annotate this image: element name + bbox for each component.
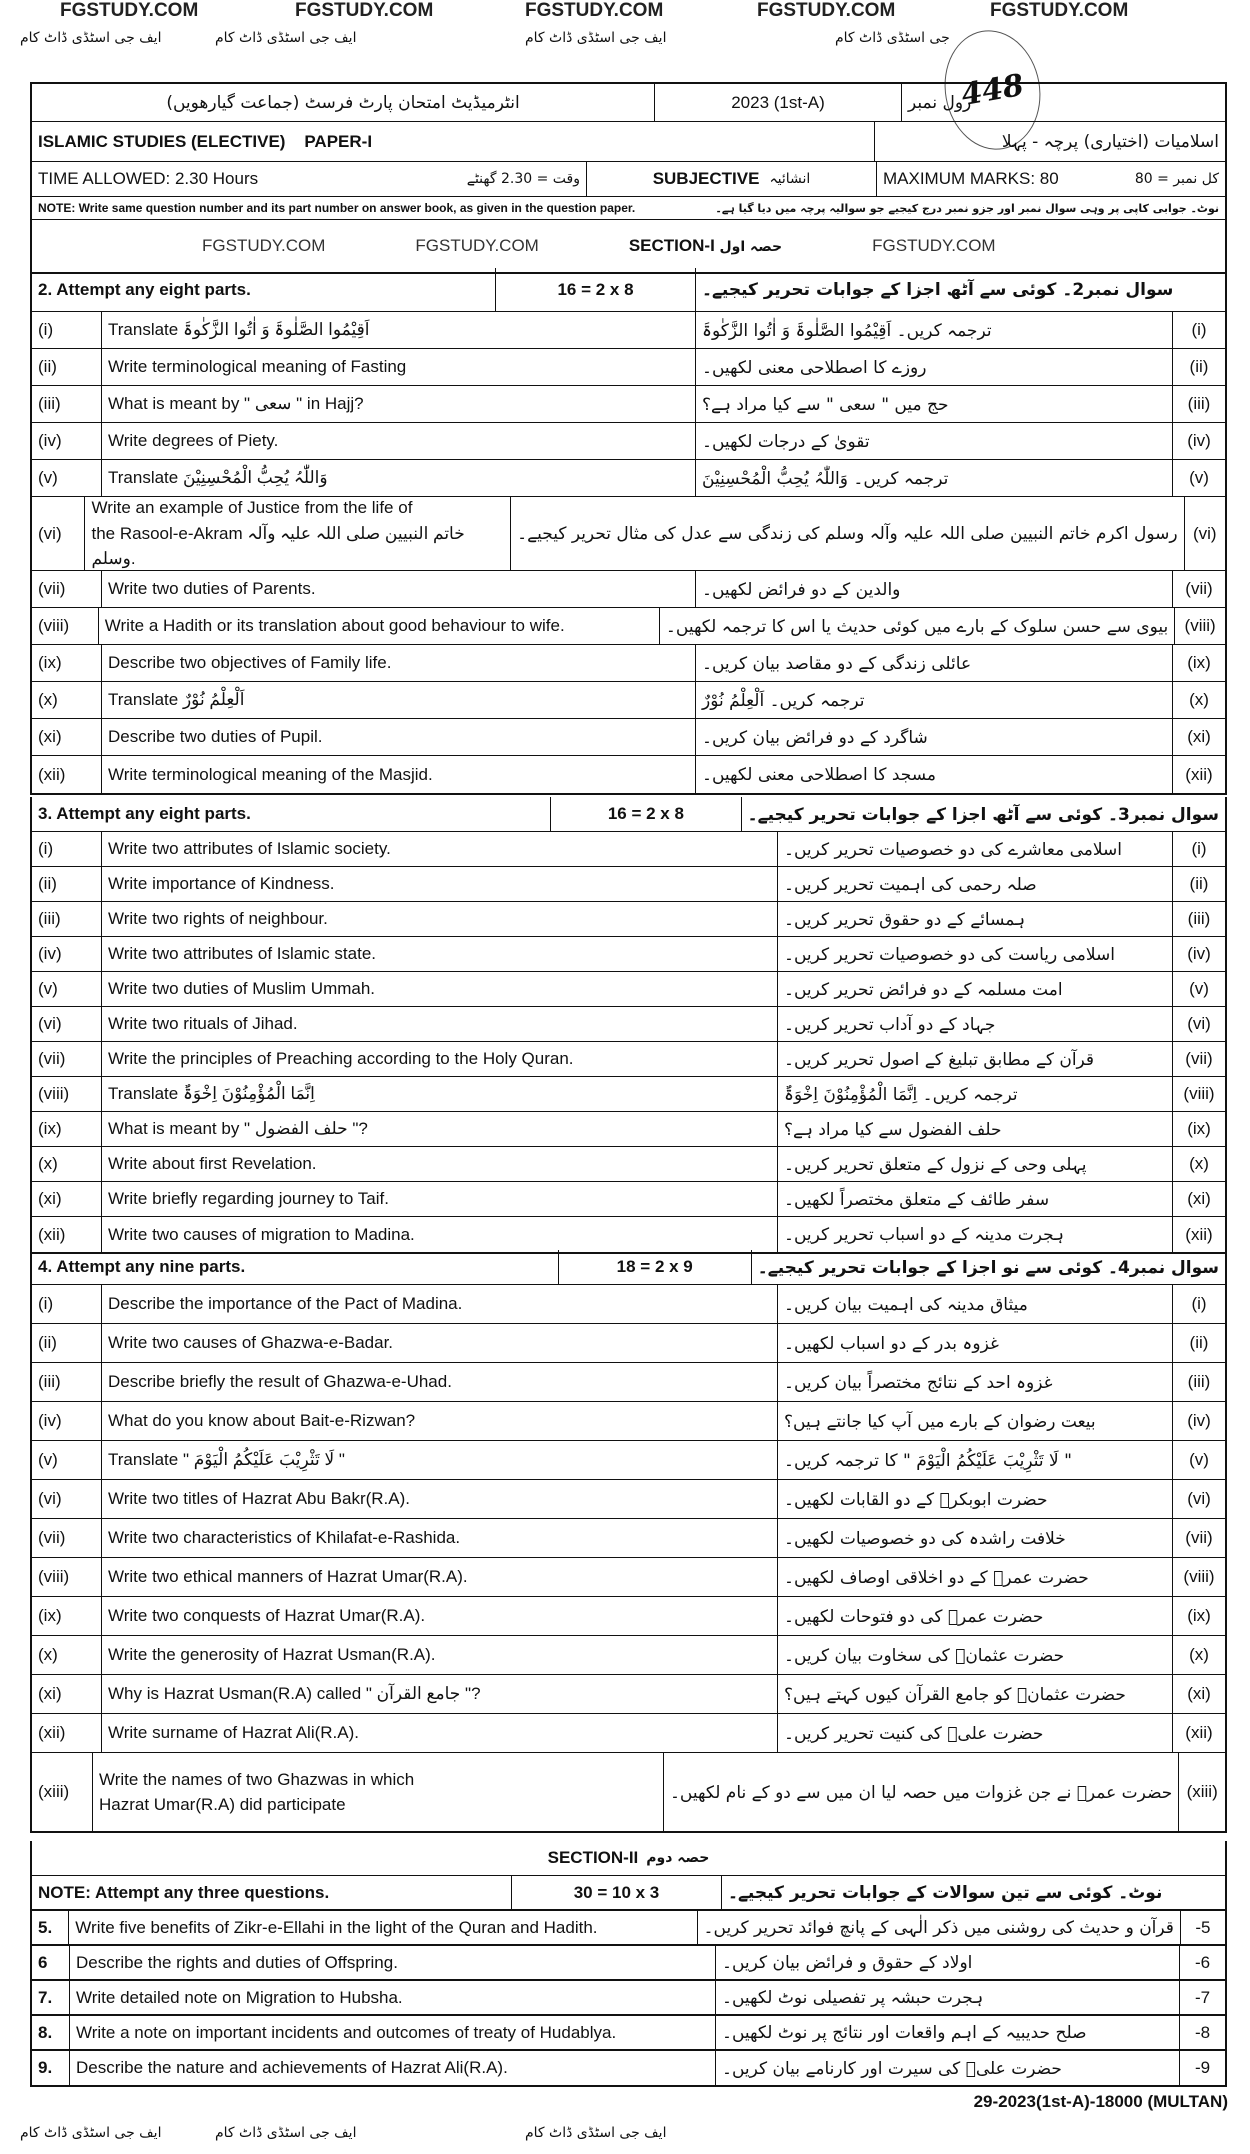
watermark-urdu: ایف جی اسٹڈی ڈاٹ کام xyxy=(525,2125,667,2141)
watermark: FGSTUDY.COM xyxy=(757,0,896,21)
part-number: (vii) xyxy=(32,1519,102,1557)
part-number-urdu: (iv) xyxy=(1187,431,1211,450)
part-number-urdu: (ii) xyxy=(1189,874,1209,893)
question-part xyxy=(32,1112,1225,1147)
question-text: Describe the rights and duties of Offspring. xyxy=(70,1946,716,1979)
part-text-urdu: بیعت رضوان کے بارے میں آپ کیا جانتے ہیں؟ xyxy=(778,1402,1173,1440)
question-part xyxy=(32,1753,1225,1831)
question-heading-urdu: سوال نمبر2۔ کوئی سے آٹھ اجزا کے جوابات تحریر کیجیے۔ xyxy=(702,280,1174,300)
part-text: Translate " لَا تَثْرِیْبَ عَلَیْکُمُ الْیَوْمَ " xyxy=(102,1441,778,1479)
part-text-urdu: غزوہ بدر کے دو اسباب لکھیں۔ xyxy=(778,1324,1173,1362)
handwritten-stamp: 448 xyxy=(935,23,1049,158)
part-text-urdu: ہمسائے کے دو حقوق تحریر کریں۔ xyxy=(778,902,1173,936)
question-part xyxy=(32,1182,1225,1217)
part-text: Write the principles of Preaching according to the Holy Quran. xyxy=(102,1042,778,1076)
paper-type: SUBJECTIVE xyxy=(652,169,760,188)
watermark-urdu: جی اسٹڈی ڈاٹ کام xyxy=(835,30,950,46)
part-number: (iv) xyxy=(32,1402,102,1440)
part-number-urdu: (xi) xyxy=(1187,1189,1211,1208)
part-number: (xii) xyxy=(32,756,102,793)
part-text: Write two conquests of Hazrat Umar(R.A). xyxy=(102,1597,778,1635)
watermark: FGSTUDY.COM xyxy=(295,0,434,21)
exam-year: 2023 (1st-A) xyxy=(655,84,902,121)
part-number-urdu: (v) xyxy=(1189,1450,1209,1469)
part-text-urdu: تقویٰ کے درجات لکھیں۔ xyxy=(696,423,1173,459)
part-number-urdu: (ii) xyxy=(1189,357,1209,376)
question-part xyxy=(32,937,1225,972)
question-part xyxy=(32,1558,1225,1597)
part-number-urdu: (vii) xyxy=(1185,579,1213,598)
part-text: Describe two duties of Pupil. xyxy=(102,719,696,755)
question-text-urdu: ہجرت حبشہ پر تفصیلی نوٹ لکھیں۔ xyxy=(716,1981,1180,2014)
question-part xyxy=(32,349,1225,386)
part-text: What is meant by " سعی " in Hajj? xyxy=(102,386,696,422)
part-number: (vi) xyxy=(32,1007,102,1041)
question-text-urdu: صلح حدیبیہ کے اہم واقعات اور نتائج پر نوٹ لکھیں۔ xyxy=(716,2016,1180,2049)
time-allowed: TIME ALLOWED: 2.30 Hours xyxy=(38,169,259,188)
long-question xyxy=(32,2050,1225,2085)
part-number: (ii) xyxy=(32,1324,102,1362)
question-part xyxy=(32,571,1225,608)
question-part xyxy=(32,756,1225,793)
part-text-urdu: ہجرت مدینہ کے دو اسباب تحریر کریں۔ xyxy=(778,1217,1173,1252)
section-1-heading: SECTION-I حصہ اول xyxy=(628,236,783,255)
part-number-urdu: (iii) xyxy=(1187,394,1211,413)
part-text-urdu: ترجمہ کریں۔ اَقِیْمُوا الصَّلٰوۃَ وَ اٰتُوا الزَّکٰوۃَ xyxy=(696,312,1173,348)
part-text-urdu: حضرت علیؓ کی کنیت تحریر کریں۔ xyxy=(778,1714,1173,1752)
part-number-urdu: (viii) xyxy=(1183,1567,1215,1586)
part-text-urdu: حلف الفضول سے کیا مراد ہے؟ xyxy=(778,1112,1173,1146)
part-number-urdu: (x) xyxy=(1189,690,1209,709)
question-heading: 2. Attempt any eight parts. xyxy=(32,268,496,311)
part-text-urdu: سفر طائف کے متعلق مختصراً لکھیں۔ xyxy=(778,1182,1173,1216)
question-part xyxy=(32,386,1225,423)
part-text: Write terminological meaning of Fasting xyxy=(102,349,696,385)
question-marks: 18 = 2 x 9 xyxy=(559,1250,752,1284)
question-4-table xyxy=(30,1250,1227,1833)
part-number-urdu: (iv) xyxy=(1187,1411,1211,1430)
question-heading: 4. Attempt any nine parts. xyxy=(32,1250,559,1284)
part-number: (i) xyxy=(32,312,102,348)
part-text-urdu: اسلامی ریاست کی دو خصوصیات تحریر کریں۔ xyxy=(778,937,1173,971)
part-text: Write a Hadith or its translation about good behaviour to wife. xyxy=(99,608,660,644)
question-part xyxy=(32,423,1225,460)
part-text-urdu: ترجمہ کریں۔ وَاللّٰہُ یُحِبُّ الْمُحْسِنِیْنَ xyxy=(696,460,1173,496)
subject-title: ISLAMIC STUDIES (ELECTIVE) PAPER-I xyxy=(32,122,875,161)
watermark: FGSTUDY.COM xyxy=(990,0,1129,21)
section-2-marks: 30 = 10 x 3 xyxy=(512,1876,722,1909)
part-number: (vii) xyxy=(32,571,102,607)
exam-title-urdu: انٹرمیڈیٹ امتحان پارٹ فرسٹ (جماعت گیارھویں) xyxy=(32,84,655,121)
question-part xyxy=(32,1285,1225,1324)
part-number: (ix) xyxy=(32,1112,102,1146)
part-number-urdu: (vii) xyxy=(1185,1528,1213,1547)
part-text-urdu: میثاق مدینہ کی اہمیت بیان کریں۔ xyxy=(778,1285,1173,1323)
part-text-urdu: شاگرد کے دو فرائض بیان کریں۔ xyxy=(696,719,1173,755)
part-number: (xi) xyxy=(32,1182,102,1216)
part-number-urdu: (xiii) xyxy=(1186,1782,1218,1801)
part-number: (xii) xyxy=(32,1714,102,1752)
part-text: What is meant by " حلف الفضول "? xyxy=(102,1112,778,1146)
part-text: Write about first Revelation. xyxy=(102,1147,778,1181)
part-number: (xi) xyxy=(32,1675,102,1713)
part-number-urdu: (xi) xyxy=(1187,727,1211,746)
part-text: Describe briefly the result of Ghazwa-e-Uhad. xyxy=(102,1363,778,1401)
question-2-table xyxy=(30,268,1227,795)
question-part xyxy=(32,972,1225,1007)
part-text: Write two rights of neighbour. xyxy=(102,902,778,936)
question-part xyxy=(32,1675,1225,1714)
question-part xyxy=(32,1402,1225,1441)
watermark-urdu: ایف جی اسٹڈی ڈاٹ کام xyxy=(20,2125,162,2141)
part-number: (iii) xyxy=(32,386,102,422)
time-allowed-urdu: وقت = 2.30 گھنٹے xyxy=(466,171,580,187)
part-number-urdu: (ix) xyxy=(1187,653,1211,672)
part-text-urdu: روزے کا اصطلاحی معنی لکھیں۔ xyxy=(696,349,1173,385)
part-text: Describe the importance of the Pact of Madina. xyxy=(102,1285,778,1323)
paper-code: 29-2023(1st-A)-18000 (MULTAN) xyxy=(973,2092,1228,2111)
part-number: (viii) xyxy=(32,1077,102,1111)
question-part xyxy=(32,608,1225,645)
part-text-urdu: صلہ رحمی کی اہمیت تحریر کریں۔ xyxy=(778,867,1173,901)
part-text: Write the generosity of Hazrat Usman(R.A). xyxy=(102,1636,778,1674)
part-number-urdu: (iii) xyxy=(1187,909,1211,928)
part-number: (v) xyxy=(32,972,102,1006)
part-text-urdu: غزوہ احد کے نتائج مختصراً بیان کریں۔ xyxy=(778,1363,1173,1401)
part-text: Translate اِنَّمَا الْمُؤْمِنُوْنَ اِخْوَۃٌ xyxy=(102,1077,778,1111)
part-number: (v) xyxy=(32,460,102,496)
part-text-urdu: حضرت عثمانؓ کو جامع القرآن کیوں کہتے ہیں؟ xyxy=(778,1675,1173,1713)
part-number: (ii) xyxy=(32,349,102,385)
part-number: (viii) xyxy=(32,608,99,644)
question-part xyxy=(32,1077,1225,1112)
part-text-urdu: قرآن کے مطابق تبلیغ کے اصول تحریر کریں۔ xyxy=(778,1042,1173,1076)
question-part xyxy=(32,719,1225,756)
question-part xyxy=(32,1636,1225,1675)
question-number: 5. xyxy=(32,1911,69,1944)
question-part xyxy=(32,460,1225,497)
maximum-marks-urdu: کل نمبر = 80 xyxy=(1134,171,1219,187)
part-text: Write two duties of Parents. xyxy=(102,571,696,607)
part-number-urdu: (iii) xyxy=(1187,1372,1211,1391)
question-number: 7. xyxy=(32,1981,70,2014)
part-text: Write degrees of Piety. xyxy=(102,423,696,459)
question-part xyxy=(32,867,1225,902)
part-text: Write importance of Kindness. xyxy=(102,867,778,901)
part-number: (ix) xyxy=(32,1597,102,1635)
part-number-urdu: (vi) xyxy=(1187,1014,1211,1033)
part-number-urdu: (i) xyxy=(1191,839,1207,858)
question-text: Write five benefits of Zikr-e-Ellahi in the light of the Quran and Hadith. xyxy=(69,1911,697,1944)
question-part xyxy=(32,1441,1225,1480)
part-text-urdu: بیوی سے حسن سلوک کے بارے میں کوئی حدیث یا اس کا ترجمہ لکھیں۔ xyxy=(660,608,1175,644)
part-number: (viii) xyxy=(32,1558,102,1596)
question-3-table xyxy=(30,797,1227,1254)
question-part xyxy=(32,1714,1225,1753)
question-text: Write detailed note on Migration to Hubsha. xyxy=(70,1981,716,2014)
part-text: Why is Hazrat Usman(R.A) called " جامع القرآن "? xyxy=(102,1675,778,1713)
long-question xyxy=(32,1980,1225,2015)
part-text: Write two characteristics of Khilafat-e-Rashida. xyxy=(102,1519,778,1557)
question-part xyxy=(32,682,1225,719)
part-number-urdu: (xii) xyxy=(1185,764,1213,784)
part-text: Write two causes of Ghazwa-e-Badar. xyxy=(102,1324,778,1362)
part-number: (vi) xyxy=(32,497,85,570)
watermark: FGSTUDY.COM xyxy=(525,0,664,21)
question-number-urdu: -8 xyxy=(1194,2022,1211,2042)
part-text: Write two causes of migration to Madina. xyxy=(102,1217,778,1252)
watermark: FGSTUDY.COM xyxy=(415,236,539,255)
part-number-urdu: (vi) xyxy=(1187,1489,1211,1508)
part-number: (v) xyxy=(32,1441,102,1479)
part-text-urdu: مسجد کا اصطلاحی معنی لکھیں۔ xyxy=(696,756,1173,793)
part-number: (iv) xyxy=(32,937,102,971)
long-question xyxy=(32,1910,1225,1945)
part-number: (iii) xyxy=(32,902,102,936)
part-number-urdu: (ix) xyxy=(1187,1606,1211,1625)
part-text: Write two rituals of Jihad. xyxy=(102,1007,778,1041)
part-number: (vi) xyxy=(32,1480,102,1518)
part-number-urdu: (viii) xyxy=(1183,1084,1215,1103)
part-text: Write two ethical manners of Hazrat Umar(R.A). xyxy=(102,1558,778,1596)
watermark-urdu: ایف جی اسٹڈی ڈاٹ کام xyxy=(525,30,667,46)
section-2-table xyxy=(30,1841,1227,2087)
part-text: Write surname of Hazrat Ali(R.A). xyxy=(102,1714,778,1752)
question-text-urdu: حضرت علیؓ کی سیرت اور کارنامے بیان کریں۔ xyxy=(716,2051,1180,2085)
question-number-urdu: -9 xyxy=(1194,2058,1211,2077)
part-number: (x) xyxy=(32,1147,102,1181)
part-text-urdu: حضرت عمرؓ نے جن غزوات میں حصہ لیا ان میں سے دو کے نام لکھیں۔ xyxy=(664,1753,1179,1831)
question-number-urdu: -5 xyxy=(1195,1917,1211,1937)
question-number: 9. xyxy=(32,2051,70,2085)
part-text-urdu: " لَا تَثْرِیْبَ عَلَیْکُمُ الْیَوْمَ " کا ترجمہ کریں۔ xyxy=(778,1441,1173,1479)
watermark: FGSTUDY.COM xyxy=(872,236,996,255)
question-number-urdu: -6 xyxy=(1194,1952,1211,1972)
question-part xyxy=(32,1324,1225,1363)
part-text: What do you know about Bait-e-Rizwan? xyxy=(102,1402,778,1440)
question-text-urdu: اولاد کے حقوق و فرائض بیان کریں۔ xyxy=(716,1946,1180,1979)
question-part xyxy=(32,645,1225,682)
part-number: (i) xyxy=(32,1285,102,1323)
part-text-urdu: خلافت راشدہ کی دو خصوصیات لکھیں۔ xyxy=(778,1519,1173,1557)
part-number-urdu: (iv) xyxy=(1187,944,1211,963)
question-part xyxy=(32,1147,1225,1182)
watermark: FGSTUDY.COM xyxy=(60,0,199,21)
part-number-urdu: (xi) xyxy=(1187,1684,1211,1703)
question-part xyxy=(32,1363,1225,1402)
part-number: (ix) xyxy=(32,645,102,681)
part-text-urdu: پہلی وحی کے نزول کے متعلق تحریر کریں۔ xyxy=(778,1147,1173,1181)
section-2-note-urdu: نوٹ۔ کوئی سے تین سوالات کے جوابات تحریر کیجیے۔ xyxy=(728,1883,1163,1903)
question-part xyxy=(32,497,1225,571)
part-text: Translate اَقِیْمُوا الصَّلٰوۃَ وَ اٰتُوا الزَّکٰوۃَ xyxy=(102,312,696,348)
part-text: Write two duties of Muslim Ummah. xyxy=(102,972,778,1006)
part-number-urdu: (i) xyxy=(1191,320,1207,339)
paper-header xyxy=(30,82,1227,274)
part-number: (x) xyxy=(32,682,102,718)
question-number: 6 xyxy=(32,1946,70,1979)
part-number-urdu: (x) xyxy=(1189,1154,1209,1173)
question-part xyxy=(32,832,1225,867)
part-number-urdu: (vii) xyxy=(1185,1049,1213,1068)
question-part xyxy=(32,1597,1225,1636)
question-part xyxy=(32,902,1225,937)
part-number-urdu: (i) xyxy=(1191,1294,1207,1313)
instruction-note: NOTE: Write same question number and its part number on answer book, as given in the question paper. xyxy=(38,201,636,215)
part-text: Write an example of Justice from the life of the Rasool-e-Akram خاتم النبیین صلی اللہ علیہ وآلہ وسلم. xyxy=(85,497,511,570)
part-text: Describe two objectives of Family life. xyxy=(102,645,696,681)
part-text: Translate وَاللّٰہُ یُحِبُّ الْمُحْسِنِیْنَ xyxy=(102,460,696,496)
part-text-urdu: ترجمہ کریں۔ اِنَّمَا الْمُؤْمِنُوْنَ اِخْوَۃٌ xyxy=(778,1077,1173,1111)
part-number-urdu: (viii) xyxy=(1184,616,1216,635)
watermark: FGSTUDY.COM xyxy=(202,236,326,255)
question-text-urdu: قرآن و حدیث کی روشنی میں ذکر الٰہی کے پانچ فوائد تحریر کریں۔ xyxy=(698,1911,1181,1944)
part-number: (xiii) xyxy=(32,1753,93,1831)
part-text-urdu: حضرت عمرؓ کی دو فتوحات لکھیں۔ xyxy=(778,1597,1173,1635)
part-text-urdu: حج میں " سعی " سے کیا مراد ہے؟ xyxy=(696,386,1173,422)
part-number-urdu: (ix) xyxy=(1187,1119,1211,1138)
part-text-urdu: جہاد کے دو آداب تحریر کریں۔ xyxy=(778,1007,1173,1041)
part-number: (iv) xyxy=(32,423,102,459)
question-number: 8. xyxy=(32,2016,70,2049)
part-text-urdu: امت مسلمہ کے دو فرائض تحریر کریں۔ xyxy=(778,972,1173,1006)
part-text-urdu: والدین کے دو فرائض لکھیں۔ xyxy=(696,571,1173,607)
question-part xyxy=(32,1217,1225,1252)
part-number-urdu: (v) xyxy=(1189,979,1209,998)
long-question xyxy=(32,1945,1225,1980)
question-part xyxy=(32,312,1225,349)
long-question xyxy=(32,2015,1225,2050)
roll-number-label: رول نمبر xyxy=(908,92,972,113)
part-text-urdu: اسلامی معاشرے کی دو خصوصیات تحریر کریں۔ xyxy=(778,832,1173,866)
part-number-urdu: (ii) xyxy=(1189,1333,1209,1352)
section-2-note: NOTE: Attempt any three questions. xyxy=(32,1876,512,1909)
part-text-urdu: حضرت عثمانؓ کی سخاوت بیان کریں۔ xyxy=(778,1636,1173,1674)
question-number-urdu: -7 xyxy=(1194,1987,1211,2007)
question-part xyxy=(32,1007,1225,1042)
part-number: (iii) xyxy=(32,1363,102,1401)
part-number-urdu: (v) xyxy=(1189,468,1209,487)
part-text: Translate اَلْعِلْمُ نُوْرٌ xyxy=(102,682,696,718)
part-number-urdu: (xii) xyxy=(1185,1224,1213,1244)
question-text: Write a note on important incidents and outcomes of treaty of Hudablya. xyxy=(70,2016,716,2049)
part-text-urdu: عائلی زندگی کے دو مقاصد بیان کریں۔ xyxy=(696,645,1173,681)
part-text: Write two attributes of Islamic state. xyxy=(102,937,778,971)
part-text-urdu: ترجمہ کریں۔ اَلْعِلْمُ نُوْرٌ xyxy=(696,682,1173,718)
part-number: (i) xyxy=(32,832,102,866)
maximum-marks: MAXIMUM MARKS: 80 xyxy=(883,169,1059,188)
part-number: (vii) xyxy=(32,1042,102,1076)
subject-title-urdu: اسلامیات (اختیاری) پرچہ - پہلا xyxy=(1001,132,1219,152)
part-number-urdu: (xii) xyxy=(1185,1723,1213,1742)
part-text-urdu: حضرت ابوبکرؓ کے دو القابات لکھیں۔ xyxy=(778,1480,1173,1518)
part-text-urdu: رسول اکرم خاتم النبیین صلی اللہ علیہ وآلہ وسلم کی زندگی سے عدل کی مثال تحریر کیجیے۔ xyxy=(511,497,1184,570)
part-number: (xi) xyxy=(32,719,102,755)
watermark-urdu: ایف جی اسٹڈی ڈاٹ کام xyxy=(20,30,162,46)
part-number: (xii) xyxy=(32,1217,102,1252)
question-part xyxy=(32,1480,1225,1519)
question-heading-urdu: سوال نمبر4۔ کوئی سے نو اجزا کے جوابات تحریر کیجیے۔ xyxy=(757,1257,1219,1278)
paper-type-urdu: انشائیہ xyxy=(769,171,811,187)
part-text-urdu: حضرت عمرؓ کے دو اخلاقی اوصاف لکھیں۔ xyxy=(778,1558,1173,1596)
instruction-note-urdu: نوٹ۔ جوابی کاپی پر وہی سوال نمبر اور جزو نمبر درج کیجیے جو سوالیہ پرچہ میں دیا گیا ہے۔ xyxy=(715,201,1219,215)
part-number: (ii) xyxy=(32,867,102,901)
question-heading: 3. Attempt any eight parts. xyxy=(32,797,551,831)
part-text: Write two titles of Hazrat Abu Bakr(R.A). xyxy=(102,1480,778,1518)
part-number: (x) xyxy=(32,1636,102,1674)
watermark-urdu: ایف جی اسٹڈی ڈاٹ کام xyxy=(215,2125,357,2141)
part-number-urdu: (vi) xyxy=(1192,523,1217,543)
question-marks: 16 = 2 x 8 xyxy=(496,268,696,311)
question-text: Describe the nature and achievements of Hazrat Ali(R.A). xyxy=(70,2051,716,2085)
part-text: Write briefly regarding journey to Taif. xyxy=(102,1182,778,1216)
watermark-urdu: ایف جی اسٹڈی ڈاٹ کام xyxy=(215,30,357,46)
part-text: Write the names of two Ghazwas in which Hazrat Umar(R.A) did participate xyxy=(93,1753,664,1831)
question-part xyxy=(32,1042,1225,1077)
question-heading-urdu: سوال نمبر3۔ کوئی سے آٹھ اجزا کے جوابات تحریر کیجیے۔ xyxy=(747,804,1219,825)
question-marks: 16 = 2 x 8 xyxy=(551,797,742,831)
section-2-heading: SECTION-II حصہ دوم xyxy=(547,1848,710,1867)
part-number-urdu: (x) xyxy=(1189,1645,1209,1664)
part-text: Write terminological meaning of the Masjid. xyxy=(102,756,696,793)
question-part xyxy=(32,1519,1225,1558)
part-text: Write two attributes of Islamic society. xyxy=(102,832,778,866)
